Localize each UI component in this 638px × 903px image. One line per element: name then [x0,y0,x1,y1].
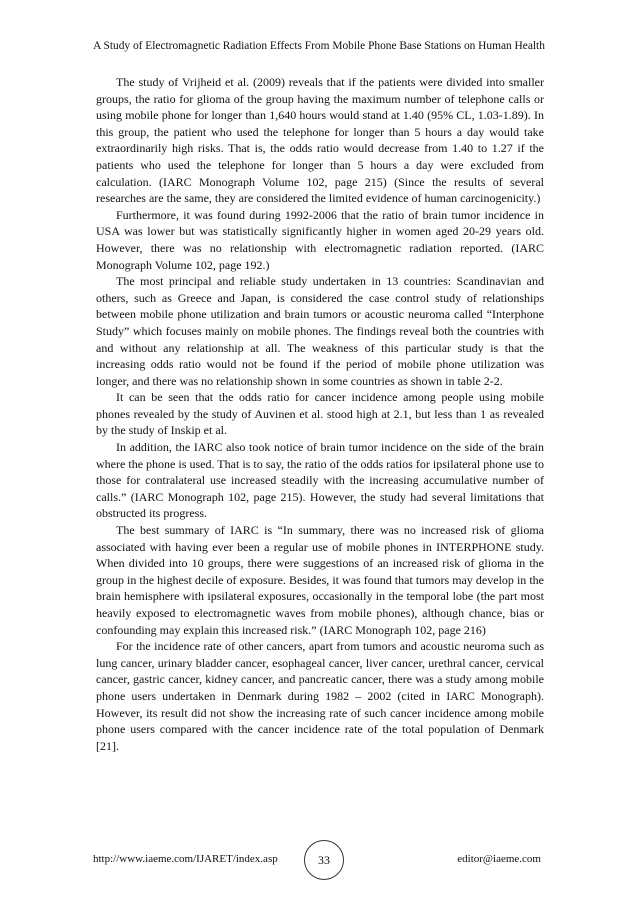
page-number: 33 [304,840,344,880]
body-text [96,74,544,754]
paragraph: The best summary of IARC is “In summary, there was no increased risk of glioma associated with having ever been a regular use of mobile phones in INTERPHONE study. When divided into 10 groups, there were suggestions of an increased risk of glioma in the group in the highest decile of exposure. Besides, it was found that tumors may develop in the brain hemisphere with ipsilateral exposures, occasionally in the temporal lobe (the part most heavily exposed to electromagnetic waves from mobile phones), although chance, bias or confounding may explain this increased risk.” (IARC Monograph 102, page 216) [96,523,544,637]
paragraph: Furthermore, it was found during 1992-2006 that the ratio of brain tumor incidence in USA was lower but was statistically significantly higher in women aged 20-29 years old. However, there was no relationship with electromagnetic radiation reported. (IARC Monograph Volume 102, page 192.) [96,207,544,272]
footer-url-link[interactable]: http://www.iaeme.com/IJARET/index.asp [93,853,278,865]
paragraph: In addition, the IARC also took notice of brain tumor incidence on the side of the brain where the phone is used. That is to say, the ratio of the odds ratios for ipsilateral phone use to those for contralateral use increased steadily with the increasing accumulative number of calls.” (IARC Monograph 102, page 215). However, the study had several limitations that obstructed its progress. [96,440,544,521]
paragraph: The most principal and reliable study undertaken in 13 countries: Scandinavian and others, such as Greece and Japan, is considered the case control study of relationships between mobile phone utilization and brain tumors or acoustic neuroma called “Interphone Study” which focuses mainly on mobile phones. The findings reveal both the countries with and without any relationship at all. The weakness of this particular study is that the increasing odds ratio would not be found if the period of mobile phone utilization was longer, and there was no relationship shown in some countries as shown in table 2-2. [96,274,544,388]
paragraph: The study of Vrijheid et al. (2009) reveals that if the patients were divided into smaller groups, the ratio for glioma of the group having the maximum number of telephone calls or using mobile phone for longer than 1,640 hours would stand at 1.40 (95% CL, 1.03-1.89). In this group, the patient who used the telephone for longer than 5 hours a day would take extraordinarily high risks. That is, the odds ratio would decrease from 1.40 to 1.27 if the patients who used the telephone for longer than 5 hours a day were excluded from calculation. (IARC Monograph Volume 102, page 215) (Since the results of several researches are the same, they are considered the limited evidence of human carcinogenicity.) [96,75,544,206]
page-footer [0,840,638,880]
footer-email-link[interactable]: editor@iaeme.com [457,853,541,865]
running-title: A Study of Electromagnetic Radiation Effects From Mobile Phone Base Stations on Human Health [93,40,545,52]
paragraph: For the incidence rate of other cancers, apart from tumors and acoustic neuroma such as lung cancer, urinary bladder cancer, esophageal cancer, liver cancer, urethral cancer, cervical cancer, gastric cancer, kidney cancer, and pancreatic cancer, there was a study among mobile phone users undertaken in Denmark during 1982 – 2002 (cited in IARC Monograph). However, its result did not show the increasing rate of such cancer incidence among mobile phone users compared with the cancer incidence rate of the total population of Denmark [21]. [96,639,544,753]
paragraph: It can be seen that the odds ratio for cancer incidence among people using mobile phones revealed by the study of Auvinen et al. stood high at 2.1, but less than 1 as revealed by the study of Inskip et al. [96,390,544,438]
